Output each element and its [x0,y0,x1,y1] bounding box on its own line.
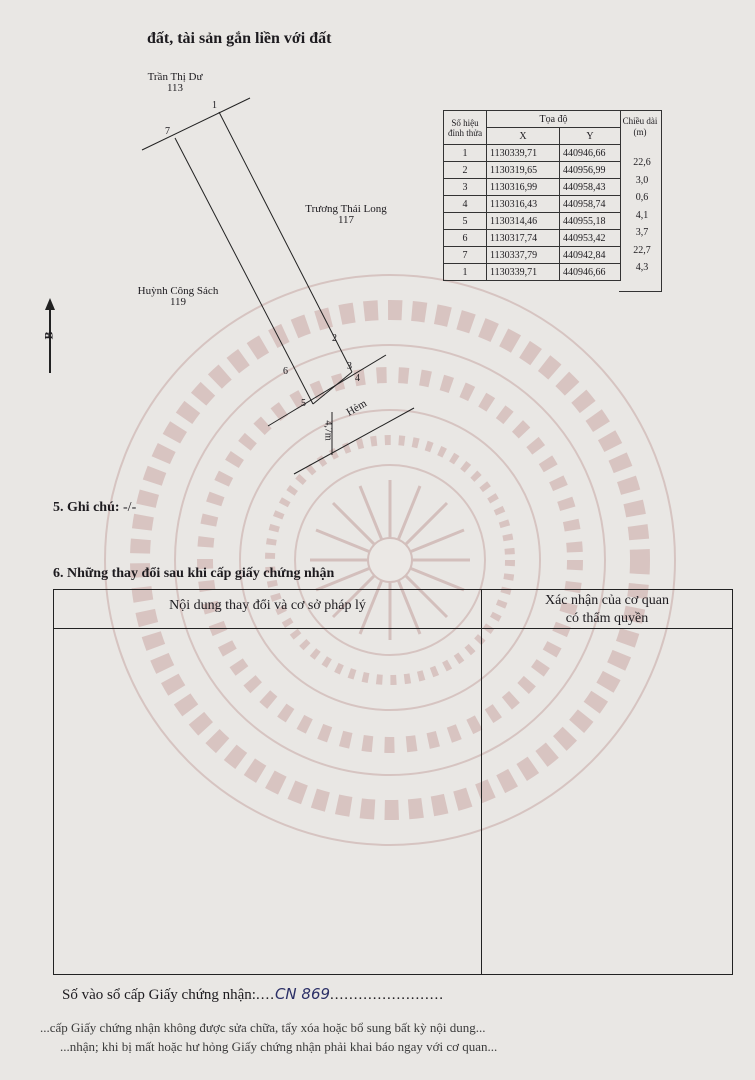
cell-id: 2 [444,162,487,179]
cell-y: 440953,42 [560,230,621,247]
cell-id: 1 [444,145,487,162]
cell-x: 1130319,65 [487,162,560,179]
changes-table [53,589,733,975]
point-2-label: 2 [332,333,337,344]
coordinate-rows [444,145,621,281]
cell-id: 5 [444,213,487,230]
coordinate-row [444,196,621,213]
point-7-label: 7 [165,126,170,137]
cell-x: 1130317,74 [487,230,560,247]
cell-x: 1130339,71 [487,145,560,162]
cell-id: 6 [444,230,487,247]
changes-confirm-header: Xác nhận của cơ quan có thẩm quyền [544,593,669,626]
neighbor-north: Trần Thị Dư 113 [147,71,203,94]
length-value: 3,7 [635,227,649,238]
cell-y: 440958,43 [560,179,621,196]
coordinate-row [444,162,621,179]
length-value: 3,0 [635,174,649,186]
cell-y: 440956,99 [560,162,621,179]
note-label: 5. Ghi chú: [53,500,120,515]
cell-y: 440946,66 [560,145,621,162]
coordinate-row [444,247,621,264]
changes-title: 6. Những thay đổi sau khi cấp giấy chứng nhận [53,566,335,581]
coordinate-table [443,110,621,281]
coordinate-row [444,145,621,162]
note-section [53,500,136,516]
column-divider [481,590,482,974]
coordinate-row [444,264,621,281]
coordinate-row [444,179,621,196]
length-value: 22,6 [633,157,651,168]
registry-number: Số vào sổ cấp Giấy chứng nhận:....CN 869........................ [62,985,445,1003]
footer-line-1: ...cấp Giấy chứng nhận không được sửa chữa, tẩy xóa hoặc bổ sung bất kỳ nội dung... [40,1020,486,1035]
road-width-label: 4,7m [322,420,334,441]
point-6-label: 6 [283,366,288,377]
cell-y: 440946,66 [560,264,621,281]
cell-x: 1130337,79 [487,247,560,264]
neighbor-east: Trương Thái Long 117 [305,203,387,226]
cell-y: 440955,18 [560,213,621,230]
cell-x: 1130339,71 [487,264,560,281]
length-value: 4,3 [635,262,649,273]
changes-content-header: Nội dung thay đổi và cơ sở pháp lý [169,598,366,613]
coordinate-row [444,230,621,247]
north-arrow-label: B [41,331,56,340]
cell-x: 1130316,43 [487,196,560,213]
cell-y: 440942,84 [560,247,621,264]
header-divider [54,628,732,629]
note-value: -/- [123,500,137,515]
point-4-label: 4 [355,373,360,384]
cell-id: 3 [444,179,487,196]
registry-label: Số vào sổ cấp Giấy chứng nhận: [62,987,256,1003]
cell-x: 1130316,99 [487,179,560,196]
length-value: 22,7 [633,244,651,256]
cell-id: 4 [444,196,487,213]
page-heading: đất, tài sản gắn liền với đất [147,30,332,47]
header-point-id: Số hiệu đỉnh thửa [444,111,487,145]
neighbor-west: Huỳnh Công Sách 119 [137,285,219,308]
header-x: X [487,128,560,145]
cell-id: 7 [444,247,487,264]
cell-x: 1130314,46 [487,213,560,230]
length-value: 4,1 [635,209,649,221]
footer-line-2: ...nhận; khi bị mất hoặc hư hỏng Giấy chứng nhận phải khai báo ngay với cơ quan... [60,1039,498,1054]
registry-value: CN 869 [274,985,331,1003]
header-coordinates: Tọa độ [487,111,621,128]
road-label: Hẻm [344,397,369,419]
length-value: 0,6 [635,192,649,203]
point-3-label: 3 [347,361,352,372]
header-y: Y [560,128,621,145]
cell-y: 440958,74 [560,196,621,213]
point-5-label: 5 [301,398,306,409]
cell-id: 1 [444,264,487,281]
coordinate-row [444,213,621,230]
point-1-label: 1 [212,100,217,111]
header-length: Chiều dài (m) [622,116,658,137]
